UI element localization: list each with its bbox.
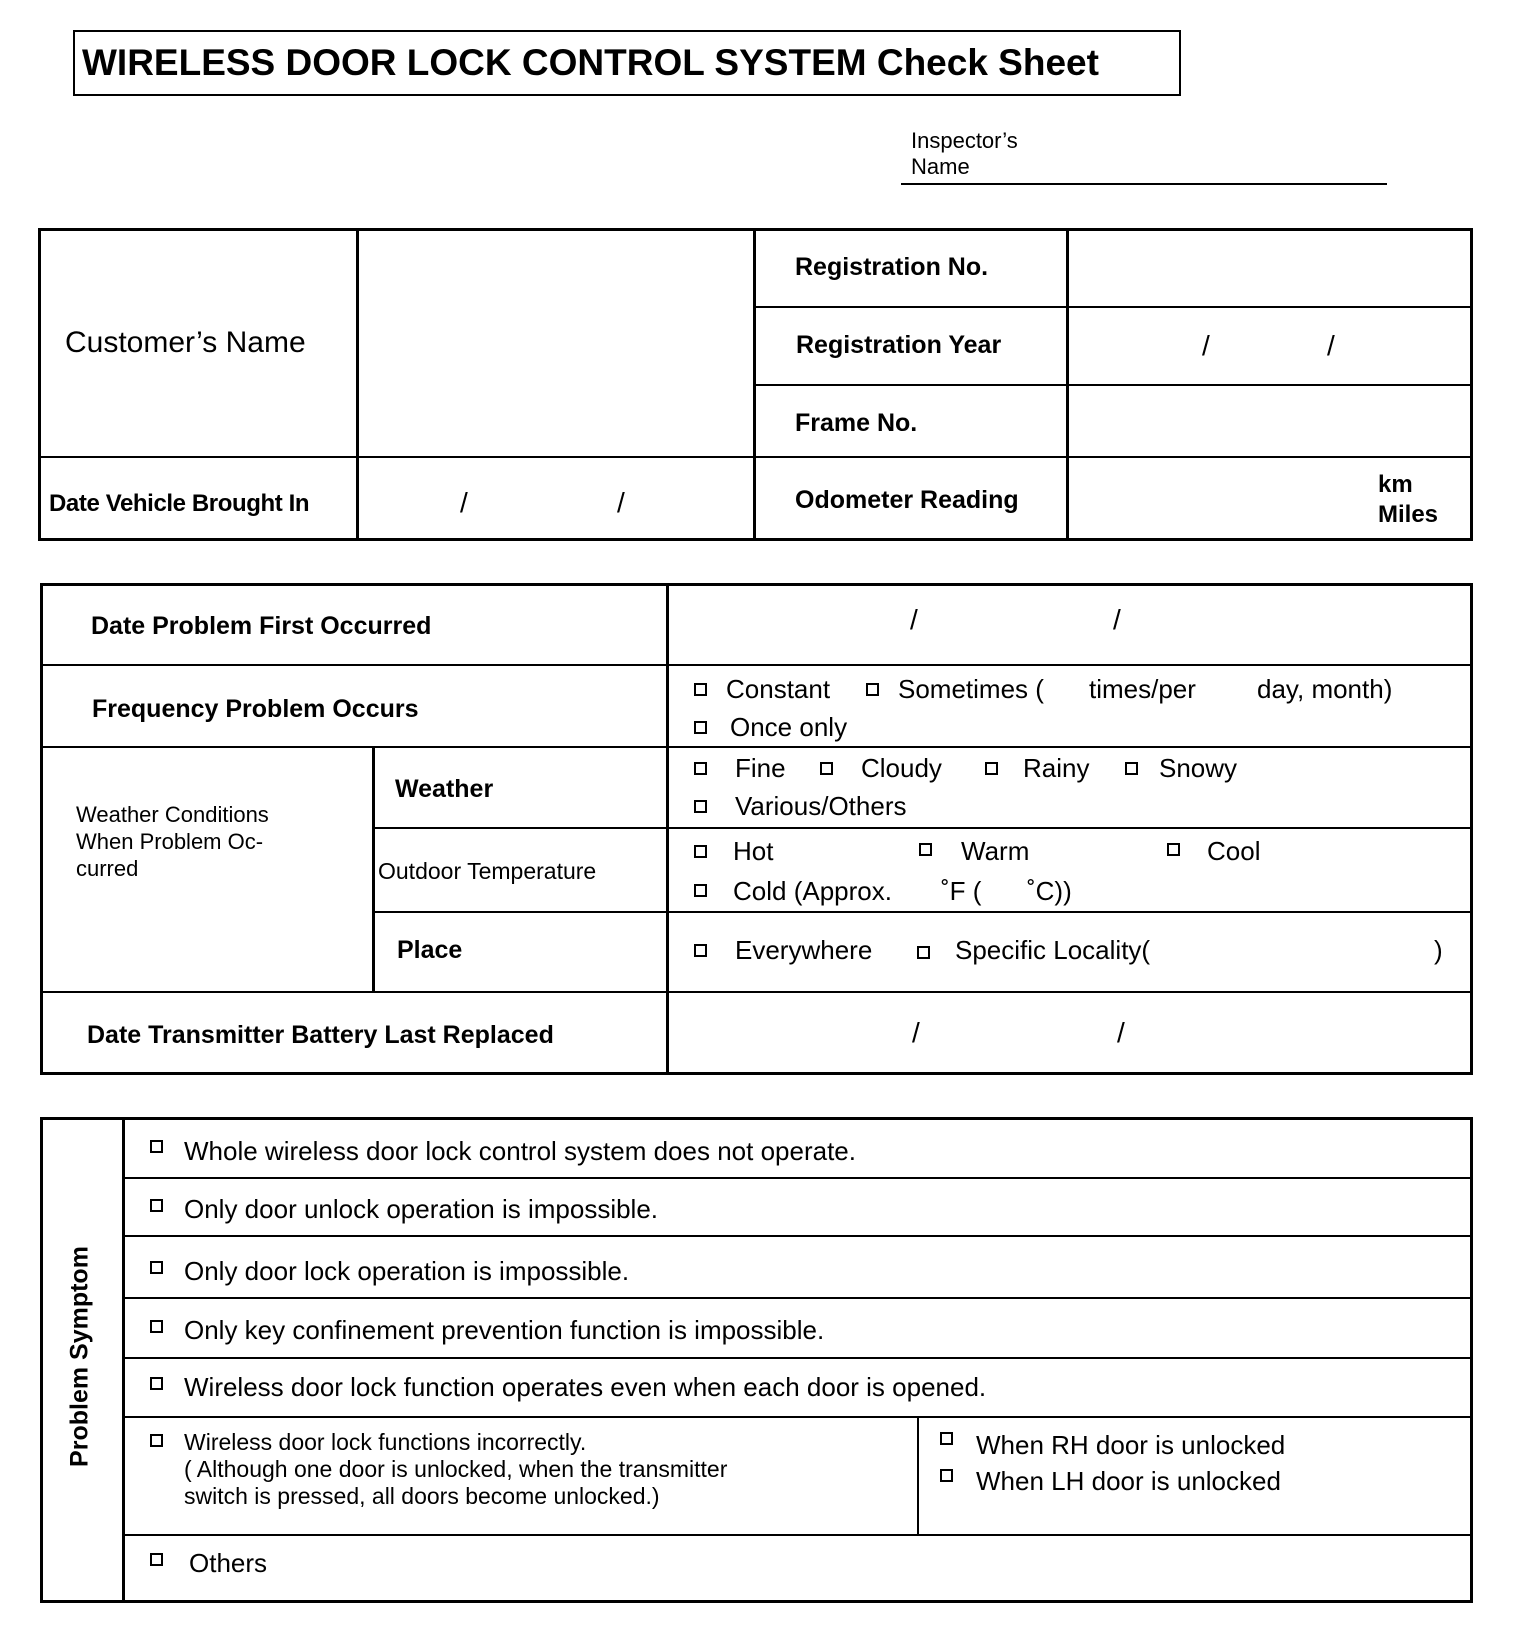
registration-no-field[interactable]: [1070, 230, 1470, 305]
incorrect-line1: Wireless door lock functions incorrectly.: [184, 1429, 587, 1455]
frame-no-field[interactable]: [1070, 386, 1470, 455]
problem-symptom-table: [40, 1117, 1473, 1603]
fine-checkbox[interactable]: [694, 762, 707, 775]
weather-conditions-label-line1: Weather Conditions: [76, 802, 269, 827]
divider: [40, 664, 1473, 666]
divider: [40, 991, 1473, 993]
divider: [124, 1235, 1473, 1237]
registration-year-field[interactable]: [1070, 308, 1470, 383]
page-title: WIRELESS DOOR LOCK CONTROL SYSTEM Check Sheet: [82, 42, 1099, 83]
divider: [124, 1416, 1473, 1418]
weather-conditions-label-line3: curred: [76, 856, 139, 881]
divider: [40, 746, 1473, 748]
various-others-checkbox[interactable]: [694, 800, 707, 813]
inspector-name-field[interactable]: [901, 183, 1387, 185]
place-option-specific: Specific Locality(: [955, 935, 1151, 965]
date-separator: /: [1202, 330, 1210, 361]
constant-option: Constant: [726, 674, 831, 704]
date-separator: /: [1113, 604, 1121, 635]
date-separator: /: [910, 604, 918, 635]
rh-door-option: When RH door is unlocked: [976, 1430, 1286, 1460]
divider: [373, 827, 1473, 829]
weather-option-rainy: Rainy: [1023, 753, 1090, 783]
temp-option-cool: Cool: [1207, 836, 1261, 866]
customer-name-label: Customer’s Name: [65, 326, 306, 359]
odometer-unit-miles: Miles: [1378, 501, 1439, 528]
divider: [372, 746, 375, 992]
symptom-item-3: Only door lock operation is impossible.: [184, 1256, 630, 1286]
divider: [124, 1177, 1473, 1179]
rh-door-checkbox[interactable]: [940, 1432, 953, 1445]
divider: [917, 1417, 919, 1535]
snowy-checkbox[interactable]: [1125, 762, 1138, 775]
specific-locality-close: ): [1434, 935, 1443, 965]
battery-replaced-label: Date Transmitter Battery Last Replaced: [87, 1021, 554, 1049]
temp-option-cold: Cold (Approx.: [733, 876, 892, 906]
sometimes-option: Sometimes (: [898, 674, 1044, 704]
rainy-checkbox[interactable]: [985, 762, 998, 775]
registration-year-label: Registration Year: [796, 331, 1002, 359]
date-separator: /: [1327, 330, 1335, 361]
temp-fahrenheit: ˚F (: [941, 876, 982, 906]
divider: [124, 1357, 1473, 1359]
divider: [124, 1534, 1473, 1536]
warm-checkbox[interactable]: [919, 843, 932, 856]
date-first-occurred-label: Date Problem First Occurred: [91, 612, 432, 640]
lh-door-checkbox[interactable]: [940, 1469, 953, 1482]
symptom-item-5: Wireless door lock function operates even when each door is opened.: [184, 1372, 987, 1402]
divider: [373, 911, 1473, 913]
symptom-checkbox-incorrect[interactable]: [150, 1434, 163, 1447]
symptom-checkbox-4[interactable]: [150, 1320, 163, 1333]
date-first-occurred-field[interactable]: [670, 586, 1470, 663]
temp-option-warm: Warm: [961, 836, 1030, 866]
odometer-label: Odometer Reading: [795, 486, 1019, 514]
others-option: Others: [189, 1548, 268, 1578]
cloudy-checkbox[interactable]: [820, 762, 833, 775]
inspector-label-line2: Name: [911, 154, 970, 179]
others-checkbox[interactable]: [150, 1553, 163, 1566]
symptom-item-2: Only door unlock operation is impossible.: [184, 1194, 659, 1224]
inspector-label-line1: Inspector’s: [911, 128, 1018, 153]
date-brought-in-label: Date Vehicle Brought In: [49, 490, 310, 517]
divider: [124, 1297, 1473, 1299]
weather-option-cloudy: Cloudy: [861, 753, 942, 783]
date-separator: /: [912, 1017, 920, 1048]
customer-name-field[interactable]: [360, 230, 752, 455]
symptom-checkbox-1[interactable]: [150, 1140, 163, 1153]
symptom-checkbox-3[interactable]: [150, 1261, 163, 1274]
sometimes-checkbox[interactable]: [866, 683, 879, 696]
weather-option-various: Various/Others: [735, 791, 907, 821]
date-separator: /: [460, 487, 468, 518]
divider: [666, 583, 669, 1075]
symptom-checkbox-2[interactable]: [150, 1199, 163, 1212]
weather-option-fine: Fine: [735, 753, 786, 783]
cold-checkbox[interactable]: [694, 884, 707, 897]
once-only-option: Once only: [730, 712, 848, 742]
once-only-checkbox[interactable]: [694, 721, 707, 734]
symptom-item-1: Whole wireless door lock control system does not operate.: [184, 1136, 856, 1166]
constant-checkbox[interactable]: [694, 683, 707, 696]
weather-option-snowy: Snowy: [1159, 753, 1238, 783]
symptom-checkbox-5[interactable]: [150, 1377, 163, 1390]
date-separator: /: [617, 487, 625, 518]
weather-label: Weather: [395, 775, 494, 803]
lh-door-option: When LH door is unlocked: [976, 1466, 1281, 1496]
symptom-item-4: Only key confinement prevention function is impossible.: [184, 1315, 825, 1345]
odometer-field[interactable]: [1070, 459, 1370, 539]
outdoor-temp-label: Outdoor Temperature: [378, 858, 597, 884]
divider: [122, 1117, 125, 1603]
divider: [38, 456, 1473, 458]
problem-symptom-label: Problem Symptom: [65, 1246, 94, 1467]
hot-checkbox[interactable]: [694, 845, 707, 858]
incorrect-line3: switch is pressed, all doors become unlocked.): [184, 1483, 660, 1509]
weather-conditions-label-line2: When Problem Oc-: [76, 829, 264, 854]
specific-locality-checkbox[interactable]: [917, 946, 930, 959]
day-month-text: day, month): [1257, 674, 1393, 704]
odometer-unit-km: km: [1378, 471, 1413, 498]
cool-checkbox[interactable]: [1167, 843, 1180, 856]
frame-no-label: Frame No.: [795, 409, 918, 437]
divider: [356, 228, 359, 541]
place-option-everywhere: Everywhere: [735, 935, 873, 965]
date-brought-in-field[interactable]: [360, 459, 752, 539]
battery-replaced-field[interactable]: [670, 994, 1470, 1072]
registration-no-label: Registration No.: [795, 253, 989, 281]
everywhere-checkbox[interactable]: [694, 944, 707, 957]
place-label: Place: [397, 936, 463, 964]
temp-option-hot: Hot: [733, 836, 774, 866]
temp-celsius: ˚C)): [1027, 876, 1072, 906]
frequency-label: Frequency Problem Occurs: [92, 695, 419, 723]
times-per-text: times/per: [1089, 674, 1196, 704]
incorrect-line2: ( Although one door is unlocked, when the transmitter: [184, 1456, 728, 1482]
date-separator: /: [1117, 1017, 1125, 1048]
